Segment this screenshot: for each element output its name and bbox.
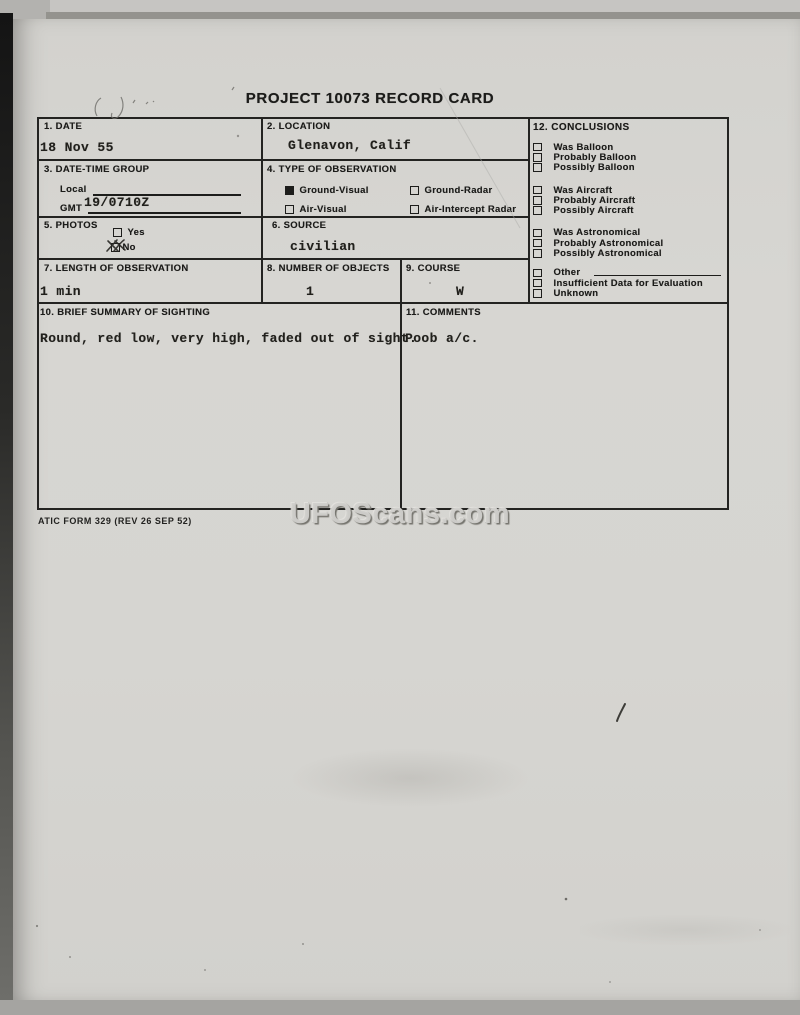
card-rule-v2 — [528, 117, 530, 303]
field-location-value: Glenavon, Calif — [288, 138, 412, 153]
conclusions-group-aircraft — [533, 185, 725, 216]
field-numobjects-value: 1 — [306, 284, 315, 299]
field-comments-value: Poob a/c. — [405, 331, 479, 346]
checkbox-icon — [533, 186, 542, 195]
conclusion-label: Was Balloon — [553, 141, 614, 153]
conclusion-label: Probably Aircraft — [553, 194, 636, 206]
card-rule-v3 — [400, 259, 402, 510]
conclusion-was-balloon — [533, 142, 725, 152]
checkbox-icon — [533, 196, 542, 205]
card-rule-v1 — [261, 117, 263, 303]
field-summary-value: Round, red low, very high, faded out of sight. — [40, 331, 418, 346]
checkbox-icon — [285, 205, 294, 214]
option-label: Air-Intercept Radar — [424, 204, 517, 215]
conclusion-label: Probably Balloon — [553, 151, 637, 163]
conclusion-was-aircraft — [533, 185, 725, 195]
field-dtg-gmt-value: 19/0710Z — [84, 195, 150, 210]
field-length-value: 1 min — [40, 284, 82, 299]
conclusion-possibly-aircraft — [533, 205, 725, 215]
option-label: Ground-Visual — [299, 185, 369, 196]
conclusion-label: Unknown — [553, 287, 599, 299]
field-obstype-label: 4. TYPE OF OBSERVATION — [267, 164, 397, 175]
field-comments-label: 11. COMMENTS — [406, 307, 481, 318]
conclusion-label: Possibly Astronomical — [553, 248, 662, 260]
option-air-intercept-radar — [410, 204, 516, 215]
paper-stain — [290, 748, 530, 808]
field-course-value: W — [456, 284, 465, 299]
checkbox-icon — [285, 186, 294, 195]
field-summary-label: 10. BRIEF SUMMARY OF SIGHTING — [40, 307, 211, 318]
checkbox-icon — [533, 143, 542, 152]
option-label: Ground-Radar — [424, 185, 493, 196]
checkbox-icon — [533, 229, 542, 238]
conclusion-probably-astronomical — [533, 238, 725, 248]
paper-bleedthrough — [580, 915, 790, 945]
conclusion-possibly-balloon — [533, 163, 725, 173]
option-photos-no — [111, 242, 136, 253]
conclusion-label: Possibly Aircraft — [553, 205, 634, 217]
field-dtg-local-label: Local — [60, 184, 87, 195]
checkbox-icon — [410, 186, 419, 195]
page-title: PROJECT 10073 RECORD CARD — [245, 90, 495, 107]
conclusions-group-astronomical — [533, 228, 725, 259]
card-rule-h3 — [37, 258, 528, 260]
conclusion-unknown — [533, 288, 725, 298]
conclusion-label: Was Aircraft — [553, 184, 613, 196]
card-rule-h2 — [37, 216, 528, 218]
conclusion-probably-aircraft — [533, 195, 725, 205]
checkbox-icon — [533, 269, 542, 278]
conclusions-group-other — [533, 268, 725, 299]
checkbox-icon — [533, 239, 542, 248]
card-rule-h4 — [37, 302, 729, 304]
field-location-label: 2. LOCATION — [267, 121, 331, 132]
option-label: No — [122, 242, 136, 253]
form-number: ATIC FORM 329 (REV 26 SEP 52) — [38, 516, 192, 526]
checkbox-icon — [533, 153, 542, 162]
field-dtg-label: 3. DATE-TIME GROUP — [44, 164, 150, 175]
paper-top-edge-shadow — [46, 12, 800, 19]
conclusion-was-astronomical — [533, 228, 725, 238]
checkbox-icon — [113, 228, 122, 237]
conclusion-label: Probably Astronomical — [553, 237, 664, 249]
option-photos-yes — [113, 227, 145, 238]
checkbox-icon — [410, 205, 419, 214]
field-course-label: 9. COURSE — [406, 263, 461, 274]
conclusion-insufficient-data — [533, 278, 725, 288]
checkbox-icon — [533, 279, 542, 288]
gmt-write-line — [88, 212, 241, 214]
field-date-value: 18 Nov 55 — [40, 140, 114, 155]
conclusion-other — [533, 268, 725, 278]
checkbox-icon — [111, 243, 120, 252]
checkbox-icon — [533, 163, 542, 172]
field-conclusions-label: 12. CONCLUSIONS — [533, 122, 630, 133]
option-label: Air-Visual — [299, 204, 347, 215]
field-source-value: civilian — [290, 239, 356, 254]
scanner-left-edge — [0, 13, 13, 1001]
conclusion-possibly-astronomical — [533, 248, 725, 258]
card-rule-h1 — [37, 159, 528, 161]
option-ground-visual — [285, 185, 369, 196]
field-source-label: 6. SOURCE — [272, 220, 327, 231]
field-photos-label: 5. PHOTOS — [44, 220, 98, 231]
checkbox-icon — [533, 206, 542, 215]
field-date-label: 1. DATE — [44, 121, 83, 132]
conclusion-label: Possibly Balloon — [553, 162, 635, 174]
field-dtg-gmt-label: GMT — [60, 203, 83, 214]
option-label: Yes — [127, 227, 145, 238]
conclusion-label: Was Astronomical — [553, 227, 641, 239]
option-air-visual — [285, 204, 347, 215]
conclusion-probably-balloon — [533, 152, 725, 162]
field-numobjects-label: 8. NUMBER OF OBJECTS — [267, 263, 390, 274]
checkbox-icon — [533, 289, 542, 298]
conclusion-label: Other — [553, 267, 581, 279]
conclusions-group-balloon — [533, 142, 725, 173]
option-ground-radar — [410, 185, 493, 196]
other-write-line — [594, 269, 721, 276]
scanner-bottom-edge — [0, 1000, 800, 1015]
conclusion-label: Insufficient Data for Evaluation — [553, 277, 703, 289]
checkbox-icon — [533, 249, 542, 258]
field-conclusions — [533, 122, 725, 299]
watermark: UFOScans.com — [289, 498, 511, 530]
field-length-label: 7. LENGTH OF OBSERVATION — [44, 263, 189, 274]
